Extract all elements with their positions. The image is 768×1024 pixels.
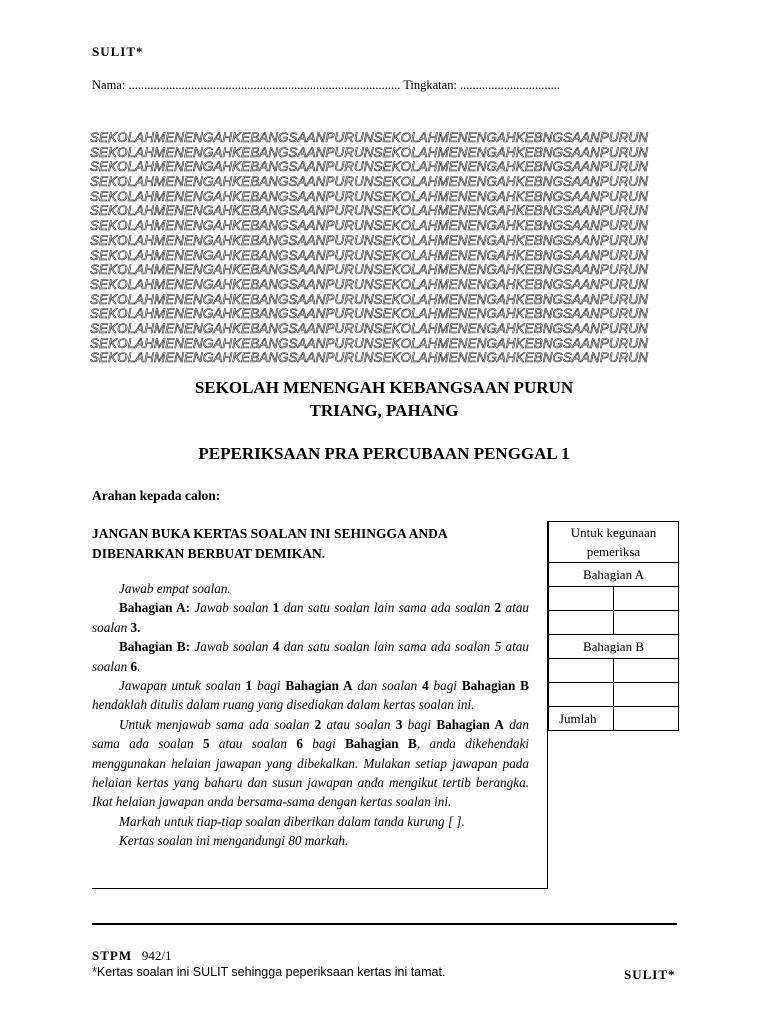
marks-cell[interactable]: [614, 611, 679, 635]
section-b-label: Bahagian B: [549, 635, 679, 659]
sulit-label-bottom: SULIT*: [624, 967, 676, 982]
instruction-item: Kertas soalan ini mengandungi 80 markah.: [119, 833, 349, 849]
watermark-line: SEKOLAHMENENGAHKEBANGSAANPURUNSEKOLAHMENENGAHKEBNGSAANPURUN: [90, 247, 649, 263]
watermark-line: SEKOLAHMENENGAHKEBANGSAANPURUNSEKOLAHMENENGAHKEBNGSAANPURUN: [90, 335, 649, 351]
watermark-line: SEKOLAHMENENGAHKEBANGSAANPURUNSEKOLAHMENENGAHKEBNGSAANPURUN: [90, 188, 649, 204]
exam-title: PEPERIKSAAN PRA PERCUBAAN PENGGAL 1: [198, 444, 570, 463]
watermark-line: SEKOLAHMENENGAHKEBANGSAANPURUNSEKOLAHMENENGAHKEBNGSAANPURUN: [90, 203, 649, 219]
watermark-line: SEKOLAHMENENGAHKEBANGSAANPURUNSEKOLAHMENENGAHKEBNGSAANPURUN: [90, 159, 649, 175]
watermark-line: SEKOLAHMENENGAHKEBANGSAANPURUNSEKOLAHMENENGAHKEBNGSAANPURUN: [90, 350, 649, 366]
marks-cell[interactable]: [549, 683, 614, 707]
total-cell[interactable]: [614, 707, 679, 731]
watermark-line: SEKOLAHMENENGAHKEBANGSAANPURUNSEKOLAHMENENGAHKEBNGSAANPURUN: [90, 174, 649, 190]
watermark-line: SEKOLAHMENENGAHKEBANGSAANPURUNSEKOLAHMENENGAHKEBNGSAANPURUN: [90, 291, 649, 307]
watermark-line: SEKOLAHMENENGAHKEBANGSAANPURUNSEKOLAHMENENGAHKEBNGSAANPURUN: [90, 262, 649, 278]
school-name-line1: SEKOLAH MENENGAH KEBANGSAAN PURUN: [194, 378, 574, 397]
watermark-line: SEKOLAHMENENGAHKEBANGSAANPURUNSEKOLAHMENENGAHKEBNGSAANPURUN: [90, 276, 649, 292]
footer-note: *Kertas soalan ini SULIT sehingga peperiksaan kertas ini tamat.: [92, 965, 446, 979]
watermark-line: SEKOLAHMENENGAHKEBANGSAANPURUNSEKOLAHMENENGAHKEBNGSAANPURUN: [90, 144, 649, 160]
school-name-line2: TRIANG, PAHANG: [309, 401, 459, 420]
paper-code: STPM 942/1: [92, 948, 172, 963]
instruction-item: Untuk menjawab sama ada soalan 2 atau soalan 3 bagi Bahagian A dan sama ada soalan 5 atau soalan 6 bagi Bahagian B, anda dikehendaki menggunakan helaian jawapan yang dibekalkan. Mulakan setiap jawapan pada helaian kertas yang baharu dan susun jawapan anda mengikut tertib berangka. Ikat helaian jawapan anda bersama-sama dengan kertas soalan ini.: [92, 716, 529, 810]
marks-cell[interactable]: [549, 659, 614, 683]
section-a-label: Bahagian A: [549, 563, 679, 587]
instruction-item: Jawapan untuk soalan 1 bagi Bahagian A dan soalan 4 bagi Bahagian B hendaklah ditulis dalam ruang yang disediakan dalam kertas soalan ini.: [92, 678, 529, 713]
sulit-label-top: SULIT*: [92, 44, 144, 59]
school-watermark: [90, 130, 690, 366]
marks-cell[interactable]: [614, 659, 679, 683]
watermark-line: SEKOLAHMENENGAHKEBANGSAANPURUNSEKOLAHMENENGAHKEBNGSAANPURUN: [90, 232, 649, 248]
instruction-item: Markah untuk tiap-tiap soalan diberikan dalam tanda kurung [ ].: [119, 813, 465, 829]
instructions-heading: Arahan kepada calon:: [92, 488, 221, 503]
warning-text: JANGAN BUKA KERTAS SOALAN INI SEHINGGA ANDA DIBENARKAN BERBUAT DEMIKAN.: [92, 526, 448, 561]
examiner-marks-table: [548, 521, 679, 731]
instruction-item: Bahagian A: Jawab soalan 1 dan satu soalan lain sama ada soalan 2 atau soalan 3.: [92, 600, 529, 635]
instruction-item: Bahagian B: Jawab soalan 4 dan satu soalan lain sama ada soalan 5 atau soalan 6.: [92, 639, 529, 674]
footer-divider: [92, 923, 677, 925]
total-label: Jumlah: [549, 707, 614, 731]
watermark-line: SEKOLAHMENENGAHKEBANGSAANPURUNSEKOLAHMENENGAHKEBNGSAANPURUN: [90, 320, 649, 336]
marks-table-header: Untuk kegunaan pemeriksa: [549, 522, 679, 563]
marks-cell[interactable]: [549, 587, 614, 611]
instructions-box: [92, 521, 548, 889]
marks-cell[interactable]: [614, 587, 679, 611]
watermark-line: SEKOLAHMENENGAHKEBANGSAANPURUNSEKOLAHMENENGAHKEBNGSAANPURUN: [90, 306, 649, 322]
instructions-body: [92, 579, 529, 851]
watermark-line: SEKOLAHMENENGAHKEBANGSAANPURUNSEKOLAHMENENGAHKEBNGSAANPURUN: [90, 130, 649, 145]
school-name: [0, 376, 768, 422]
marks-cell[interactable]: [614, 683, 679, 707]
instruction-item: Jawab empat soalan.: [119, 581, 231, 596]
watermark-line: SEKOLAHMENENGAHKEBANGSAANPURUNSEKOLAHMENENGAHKEBNGSAANPURUN: [90, 218, 649, 234]
name-form-line: Nama: ....................................................................................... Tingkatan: ................................: [92, 78, 561, 92]
marks-cell[interactable]: [549, 611, 614, 635]
